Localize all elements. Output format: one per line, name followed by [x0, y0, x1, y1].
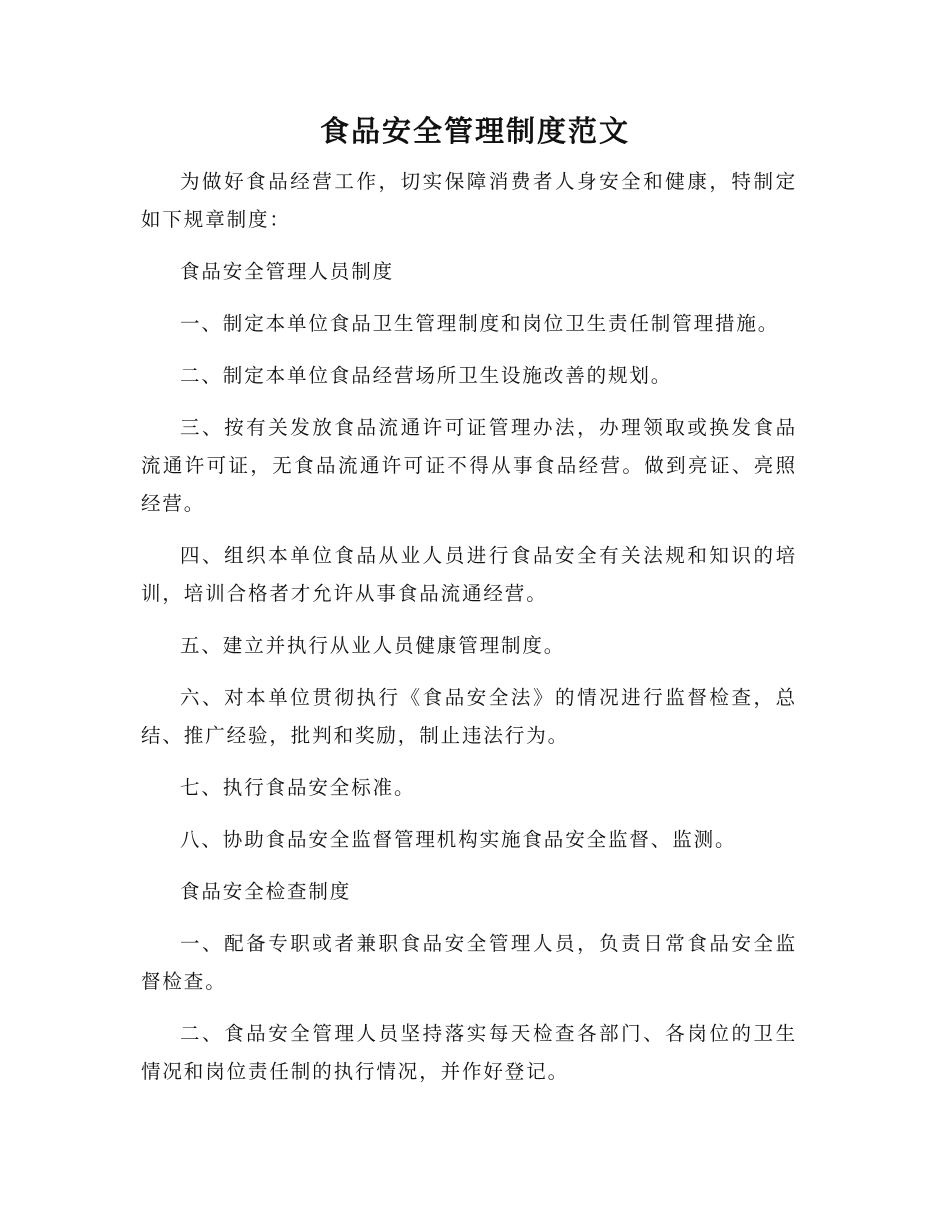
paragraph-item: 二、食品安全管理人员坚持落实每天检查各部门、各岗位的卫生情况和岗位责任制的执行情况，并作好登记。 [141, 1022, 797, 1083]
paragraph-item: 六、对本单位贯彻执行《食品安全法》的情况进行监督检查，总结、推广经验，批判和奖励，制止违法行为。 [141, 686, 797, 747]
paragraph-item: 四、组织本单位食品从业人员进行食品安全有关法规和知识的培训，培训合格者才允许从事食品流通经营。 [141, 544, 797, 605]
section-heading-personnel: 食品安全管理人员制度 [180, 260, 395, 283]
paragraph-item: 七、执行食品安全标准。 [180, 776, 416, 799]
paragraph-item: 一、配备专职或者兼职食品安全管理人员，负责日常食品安全监督检查。 [141, 932, 797, 993]
paragraph-item: 五、建立并执行从业人员健康管理制度。 [180, 634, 566, 657]
document-title: 食品安全管理制度范文 [319, 114, 630, 148]
paragraph-item: 二、制定本单位食品经营场所卫生设施改善的规划。 [180, 364, 673, 387]
section-heading-inspection: 食品安全检查制度 [180, 880, 352, 903]
document-body [141, 163, 797, 1105]
paragraph-intro: 为做好食品经营工作，切实保障消费者人身安全和健康，特制定如下规章制度： [141, 170, 797, 231]
paragraph-item: 三、按有关发放食品流通许可证管理办法，办理领取或换发食品流通许可证，无食品流通许可证不得从事食品经营。做到亮证、亮照经营。 [141, 416, 797, 515]
paragraph-item: 一、制定本单位食品卫生管理制度和岗位卫生责任制管理措施。 [180, 312, 780, 335]
paragraph-item: 八、协助食品安全监督管理机构实施食品安全监督、监测。 [180, 828, 737, 851]
